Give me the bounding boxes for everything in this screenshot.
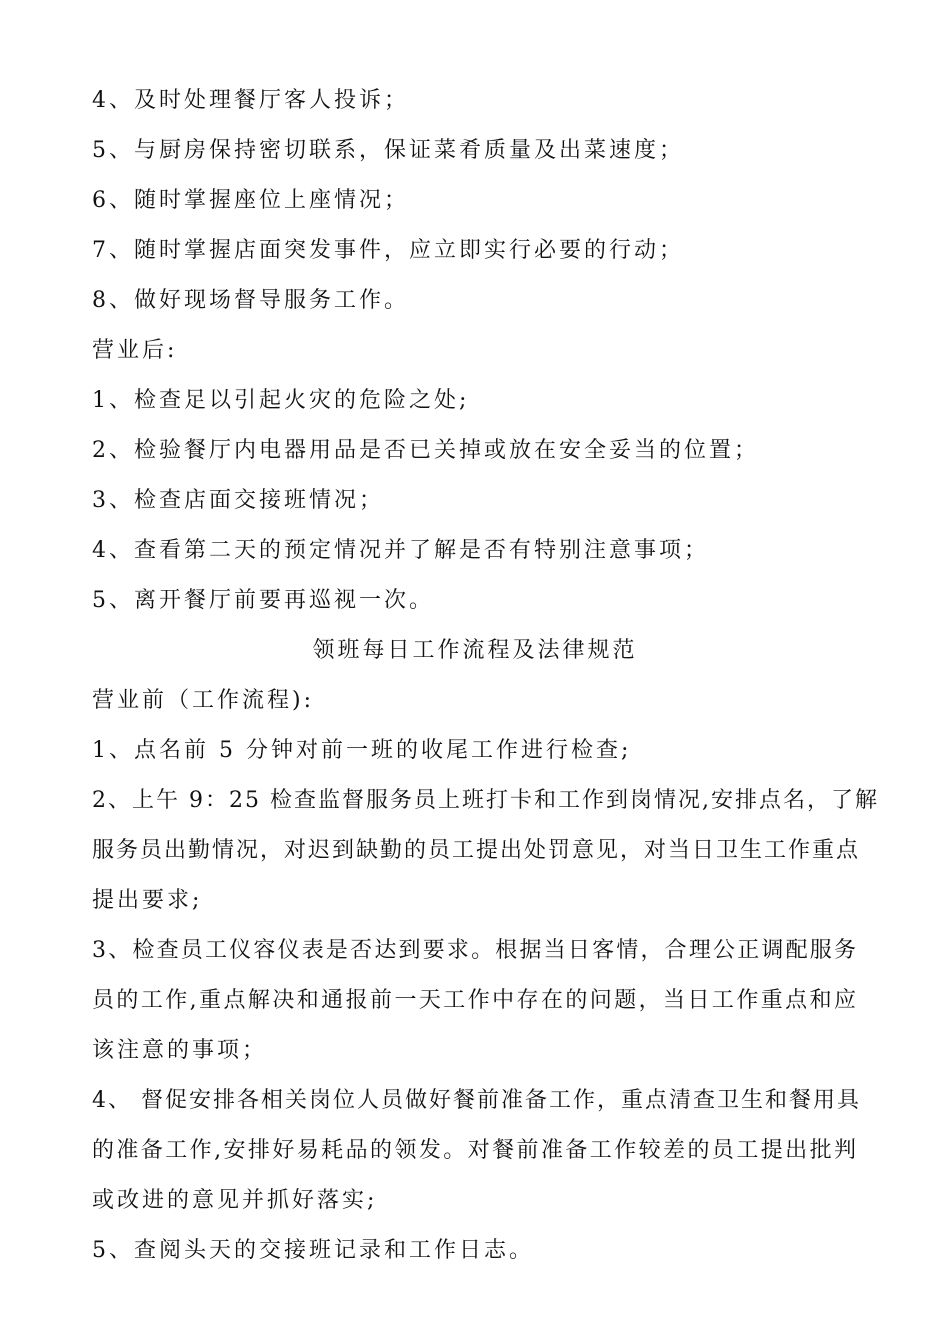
before-item-4-line-1: 4、 督促安排各相关岗位人员做好餐前准备工作，重点清查卫生和餐用具 [92, 1088, 861, 1113]
during-item-4: 4、及时处理餐厅客人投诉； [92, 88, 409, 113]
during-item-5: 5、与厨房保持密切联系，保证菜肴质量及出菜速度； [92, 138, 684, 163]
before-item-4-line-3: 或改进的意见并抓好落实; [92, 1188, 378, 1213]
during-item-6: 6、随时掌握座位上座情况； [92, 188, 409, 213]
before-item-3-line-2: 员的工作,重点解决和通报前一天工作中存在的问题，当日工作重点和应 [92, 988, 858, 1013]
after-item-3: 3、检查店面交接班情况； [92, 488, 384, 513]
before-item-2-line-3: 提出要求; [92, 888, 203, 913]
during-item-8: 8、做好现场督导服务工作。 [92, 288, 409, 313]
before-item-5: 5、查阅头天的交接班记录和工作日志。 [92, 1238, 534, 1263]
after-item-4: 4、查看第二天的预定情况并了解是否有特别注意事项； [92, 538, 709, 563]
before-item-1: 1、点名前 5 分钟对前一班的收尾工作进行检查; [92, 738, 632, 763]
before-item-4-line-2: 的准备工作,安排好易耗品的领发。对餐前准备工作较差的员工提出批判 [92, 1138, 858, 1163]
before-item-2-line-2: 服务员出勤情况，对迟到缺勤的员工提出处罚意见，对当日卫生工作重点 [92, 838, 861, 863]
before-heading: 营业前（工作流程): [92, 688, 314, 713]
after-item-2: 2、检验餐厅内电器用品是否已关掉或放在安全妥当的位置； [92, 438, 759, 463]
after-item-5: 5、离开餐厅前要再巡视一次。 [92, 588, 434, 613]
before-item-3-line-1: 3、检查员工仪容仪表是否达到要求。根据当日客情，合理公正调配服务 [92, 938, 858, 963]
during-item-7: 7、随时掌握店面突发事件，应立即实行必要的行动； [92, 238, 684, 263]
after-item-1: 1、检查足以引起火灾的危险之处; [92, 388, 470, 413]
after-heading: 营业后: [92, 338, 178, 363]
before-item-2-line-1: 2、上午 9：25 检查监督服务员上班打卡和工作到岗情况,安排点名，了解 [92, 788, 879, 813]
section-title: 领班每日工作流程及法律规范 [312, 638, 638, 663]
before-item-3-line-3: 该注意的事项； [92, 1038, 268, 1063]
